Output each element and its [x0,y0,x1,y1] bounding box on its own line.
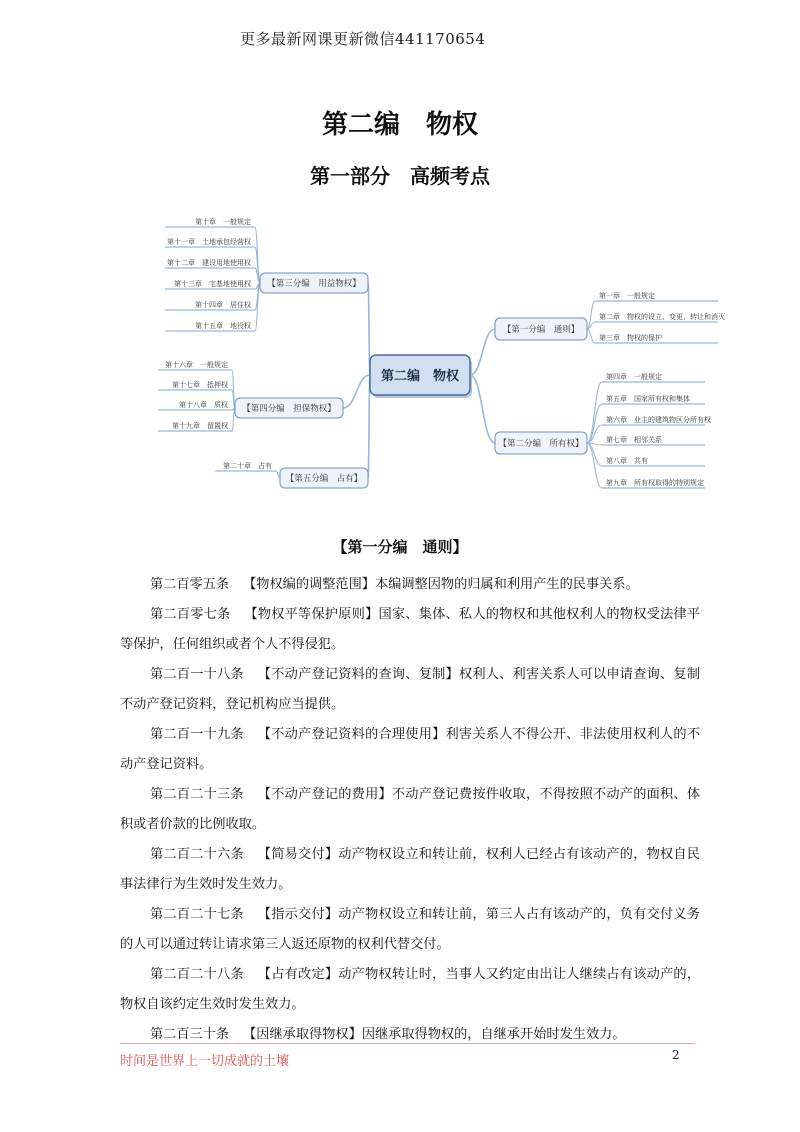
leaf-label: 第十一章 土地承包经营权 [167,238,251,246]
leaf-label: 第八章 共有 [606,457,648,465]
article-paragraph [120,900,700,960]
footer-motto: 时间是世界上一切成就的土壤 [120,1054,290,1069]
article-number: 第二百二十三条 [150,787,244,802]
article-paragraph [120,570,700,600]
article-paragraph [120,1020,700,1050]
branch-node [495,318,587,340]
article-paragraph [120,780,700,840]
leaf-label: 第二章 物权的设立、变更、转让和消灭 [599,313,725,321]
article-number: 第二百三十条 [150,1027,230,1042]
branch-node [260,273,368,293]
leaf-label: 第十二章 建设用地使用权 [167,259,251,267]
leaf-label: 第十章 一般规定 [195,218,251,226]
branch-node [235,398,343,418]
page-subtitle: 第一部分 高频考点 [310,164,490,188]
root-label: 第二编 物权 [380,369,460,384]
article-number: 第二百二十六条 [150,847,244,862]
article-text: 本编调整因物的归属和利用产生的民事关系。 [375,577,639,592]
page-number: 2 [672,1048,680,1062]
article-number: 第二百一十八条 [150,667,244,682]
leaf-label: 第七章 相邻关系 [606,436,662,444]
leaf-label: 第十四章 居住权 [195,301,251,309]
mind-map-root [370,355,472,398]
article-topic: 【物权平等保护原则】 [244,607,379,622]
article-topic: 【简易交付】 [257,847,339,862]
article-topic: 【指示交付】 [257,907,339,922]
article-text: 国家、集体、私人的物权和其他权利人的物权受法律平等保护，任何组织或者个人不得侵犯。 [120,607,701,652]
leaf-label: 第十五章 地役权 [195,322,251,330]
article-paragraph [120,720,700,780]
branch-label: 【第三分编 用益物权】 [267,279,361,289]
branch-label: 【第二分编 所有权】 [498,439,584,449]
section-heading: 【第一分编 通则】 [332,538,468,556]
article-topic: 【物权编的调整范围】 [243,577,375,592]
branch-label: 【第四分编 担保物权】 [242,404,336,414]
article-paragraph [120,660,700,720]
page-title: 第二编 物权 [321,110,478,140]
article-text: 权利人、利害关系人可以申请查询、复制不动产登记资料，登记机构应当提供。 [120,667,701,712]
article-list [120,570,700,1050]
article-paragraph [120,960,700,1020]
article-text: 因继承取得物权的，自继承开始时发生效力。 [361,1027,626,1042]
leaf-connector [276,471,280,478]
article-topic: 【不动产登记资料的合理使用】 [257,727,446,742]
article-text: 不动产登记费按件收取，不得按照不动产的面积、体积或者价款的比例收取。 [120,787,701,832]
article-topic: 【不动产登记的费用】 [257,787,392,802]
article-text: 动产物权设立和转让前，权利人已经占有该动产的，物权自民事法律行为生效时发生效力。 [120,847,701,892]
article-text: 利害关系人不得公开、非法使用权利人的不动产登记资料。 [120,727,701,772]
leaf-label: 第十八章 质权 [179,401,228,409]
article-topic: 【占有改定】 [257,967,339,982]
article-number: 第二百二十七条 [150,907,244,922]
mind-map [150,210,730,505]
leaf-label: 第十九章 留置权 [172,422,228,430]
branch-connector [470,375,495,443]
header-text: 更多最新网课更新微信441170654 [240,30,486,48]
leaf-label: 第十六章 一般规定 [165,361,228,369]
leaf-label: 第十三章 宅基地使用权 [174,280,251,288]
branch-label: 【第一分编 通则】 [502,325,580,335]
branch-node [495,432,587,454]
leaf-label: 第三章 物权的保护 [599,334,662,342]
leaf-label: 第四章 一般规定 [606,373,662,381]
leaf-label: 第五章 国家所有权和集体 [606,395,690,403]
branch-connector [343,375,370,408]
leaf-label: 第一章 一般规定 [599,292,655,300]
article-paragraph [120,600,700,660]
article-number: 第二百零七条 [150,607,231,622]
mind-map-leaves [158,217,725,488]
leaf-label: 第十七章 抵押权 [172,381,228,389]
article-number: 第二百一十九条 [150,727,244,742]
leaf-label: 第九章 所有权取得的特别规定 [606,479,704,487]
article-number: 第二百二十八条 [150,967,244,982]
root-node [370,355,472,398]
branch-node [280,468,368,488]
article-topic: 【因继承取得物权】 [243,1027,362,1042]
footer-divider [120,1043,695,1044]
branch-connector [470,329,495,375]
article-text: 动产物权转让时，当事人又约定由出让人继续占有该动产的，物权自该约定生效时发生效力。 [120,967,701,1012]
leaf-connector [587,329,595,343]
leaf-label: 第六章 业主的建筑物区分所有权 [606,416,711,424]
leaf-label: 第二十章 占有 [223,462,272,470]
article-topic: 【不动产登记资料的查询、复制】 [257,667,459,682]
article-paragraph [120,840,700,900]
article-text: 动产物权设立和转让前，第三人占有该动产的，负有交付义务的人可以通过转让请求第三人返还原物的权利代替交付。 [120,907,701,952]
article-number: 第二百零五条 [150,577,230,592]
branch-label: 【第五分编 占有】 [285,474,363,484]
